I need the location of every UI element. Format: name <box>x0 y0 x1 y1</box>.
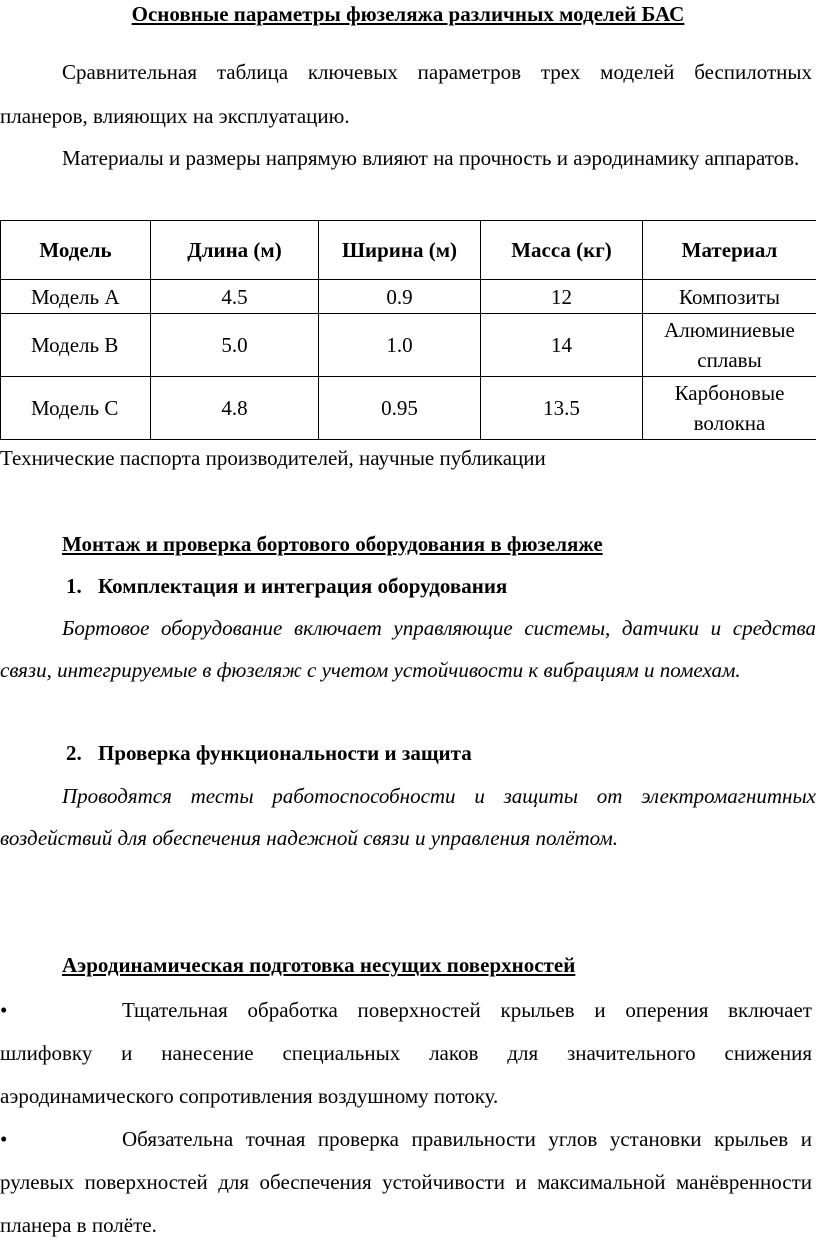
subsection-number-1: 1. <box>66 574 82 598</box>
intro-text-1: Сравнительная таблица ключевых параметров трех моделей беспилотных планеров, влияющих на эксплуатацию. <box>0 60 812 128</box>
parameters-table <box>0 220 816 440</box>
cell-material: Алюминиевые сплавы <box>643 314 816 377</box>
cell-length: 4.5 <box>151 280 319 314</box>
subsection-text-1 <box>0 607 816 691</box>
bullet-text-1: Тщательная обработка поверхностей крыльев и оперения включает шлифовку и нанесение специальных лаков для значительного снижения аэродинамического сопротивления воздушному потоку. <box>0 998 812 1108</box>
table-source-note: Технические паспорта производителей, научные публикации <box>0 446 546 470</box>
table-row <box>1 377 816 440</box>
cell-model: Модель B <box>1 314 151 377</box>
cell-width: 0.9 <box>319 280 481 314</box>
cell-model: Модель A <box>1 280 151 314</box>
subsection-title-1: Комплектация и интеграция оборудования <box>98 574 508 598</box>
header-model: Модель <box>1 221 151 280</box>
cell-material: Композиты <box>643 280 816 314</box>
page-title: Основные параметры фюзеляжа различных моделей БАС <box>131 2 685 26</box>
subsection-heading-2 <box>66 741 472 766</box>
header-mass: Масса (кг) <box>481 221 643 280</box>
header-length: Длина (м) <box>151 221 319 280</box>
subsection-text-2 <box>0 775 816 859</box>
cell-width: 1.0 <box>319 314 481 377</box>
subsection-title-2: Проверка функциональности и защита <box>98 741 472 765</box>
cell-length: 4.8 <box>151 377 319 440</box>
cell-material: Карбоновые волокна <box>643 377 816 440</box>
header-width: Ширина (м) <box>319 221 481 280</box>
cell-mass: 12 <box>481 280 643 314</box>
bullet-icon: • <box>0 998 8 1022</box>
header-material: Материал <box>643 221 816 280</box>
subsection-body-1: Бортовое оборудование включает управляющие системы, датчики и средства связи, интегрируемые в фюзеляж с учетом устойчивости к вибрациям и помехам. <box>0 616 816 682</box>
subsection-body-2: Проводятся тесты работоспособности и защиты от электромагнитных воздействий для обеспечения надежной связи и управления полётом. <box>0 784 816 850</box>
bullet-icon: • <box>0 1127 8 1151</box>
cell-model: Модель C <box>1 377 151 440</box>
cell-mass: 14 <box>481 314 643 377</box>
table-header-row <box>1 221 816 280</box>
subsection-number-2: 2. <box>66 741 82 765</box>
bullet-item-2 <box>0 1118 812 1247</box>
table-row <box>1 280 816 314</box>
section-heading-equipment: Монтаж и проверка бортового оборудования в фюзеляже <box>62 532 603 556</box>
table-row <box>1 314 816 377</box>
cell-width: 0.95 <box>319 377 481 440</box>
intro-paragraph-1 <box>0 50 812 138</box>
intro-text-2: Материалы и размеры напрямую влияют на прочность и аэродинамику аппаратов. <box>62 146 800 170</box>
bullet-item-1 <box>0 989 812 1118</box>
cell-mass: 13.5 <box>481 377 643 440</box>
intro-paragraph-2 <box>0 136 812 180</box>
section-heading-aerodynamics: Аэродинамическая подготовка несущих поверхностей <box>62 953 576 977</box>
subsection-heading-1 <box>66 574 507 599</box>
cell-length: 5.0 <box>151 314 319 377</box>
bullet-text-2: Обязательна точная проверка правильности углов установки крыльев и рулевых поверхностей для обеспечения устойчивости и максимальной манёвренности планера в полёте. <box>0 1127 812 1237</box>
